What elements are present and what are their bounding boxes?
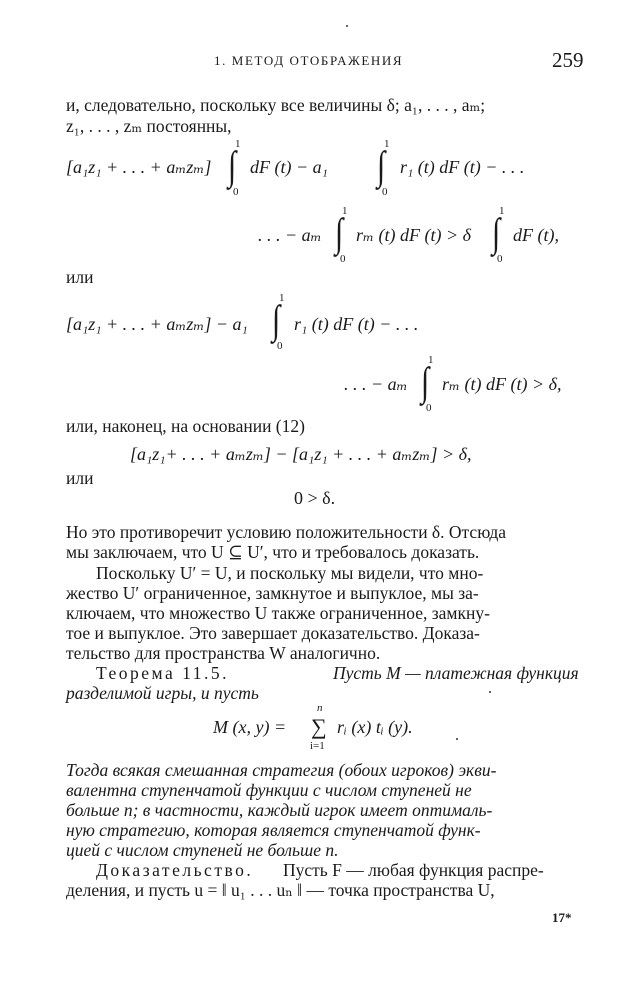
print-speck: [489, 691, 491, 693]
equation-2a-prefix: [a₁z₁ + . . . + aₘzₘ] − a₁: [66, 314, 248, 334]
print-speck: [456, 738, 458, 740]
page-number: 259: [552, 48, 584, 72]
text-line: жество U′ ограниченное, замкнутое и выпуклое, мы за-: [66, 583, 479, 603]
text-or: или: [66, 267, 94, 287]
text-line: или, наконец, на основании (12): [66, 416, 305, 436]
integral-sign: 1 ∫ 0: [272, 292, 285, 352]
integral-sign: 1 ∫ 0: [377, 138, 390, 198]
print-speck: [346, 25, 348, 27]
text-line: деления, и пусть u = ‖ u₁ . . . uₙ ‖ — точка пространства U,: [66, 880, 495, 900]
equation-5-rhs: rᵢ (x) tᵢ (y).: [337, 717, 413, 737]
text-line: тельство для пространства W аналогично.: [66, 643, 381, 663]
equation-2a-part: r₁ (t) dF (t) − . . .: [294, 314, 419, 334]
theorem-text: разделимой игры, и пусть: [66, 683, 259, 703]
equation-3: [a₁z₁+ . . . + aₘzₘ] − [a₁z₁ + . . . + aₘzₘ] > δ,: [130, 444, 472, 464]
integral-sign: 1 ∫ 0: [228, 138, 241, 198]
integral-sign: 1 ∫ 0: [421, 354, 434, 414]
equation-1a-part1: dF (t) − a₁: [250, 157, 328, 177]
proof-label: Доказательство.: [96, 860, 254, 880]
statement-line: ную стратегию, которая является ступенчатой функ-: [66, 820, 481, 840]
integral-sign: 1 ∫ 0: [335, 205, 348, 265]
statement-line: валентна ступенчатой функции с числом ступеней не: [66, 780, 472, 800]
text-line: мы заключаем, что U ⊆ U′, что и требовалось доказать.: [66, 542, 480, 562]
statement-line: больше n; в частности, каждый игрок имеет оптималь-: [66, 800, 493, 820]
text-line: Пусть F — любая функция распре-: [283, 860, 544, 880]
equation-1a-part2: r₁ (t) dF (t) − . . .: [400, 157, 525, 177]
text-line: z₁, . . . , zₘ постоянны,: [66, 116, 232, 136]
statement-line: Тогда всякая смешанная стратегия (обоих игроков) экви-: [66, 760, 497, 780]
integral-sign: 1 ∫ 0: [492, 205, 505, 265]
text-line: Поскольку U′ = U, и поскольку мы видели, что мно-: [96, 563, 484, 583]
equation-5-lhs: M (x, y) =: [213, 717, 287, 737]
sheet-signature: 17*: [552, 910, 572, 925]
text-line: Но это противоречит условию положительности δ. Отсюда: [66, 522, 507, 542]
theorem-label: Теорема 11.5.: [96, 663, 230, 683]
equation-1b-prefix: . . . − aₘ: [258, 225, 322, 245]
equation-2b-prefix: . . . − aₘ: [344, 374, 408, 394]
text-line: ключаем, что множество U также ограниченное, замкну-: [66, 603, 490, 623]
statement-line: цией с числом ступеней не больше n.: [66, 840, 339, 860]
text-line: тое и выпуклое. Это завершает доказательство. Доказа-: [66, 623, 480, 643]
equation-1a-prefix: [a₁z₁ + . . . + aₘzₘ]: [66, 157, 212, 177]
theorem-text: Пусть M — платежная функция: [333, 663, 579, 683]
equation-1b-part2: dF (t),: [513, 225, 559, 245]
text-or: или: [66, 468, 94, 488]
sum-sign: n ∑ i=1: [310, 702, 327, 752]
equation-4: 0 > δ.: [294, 488, 336, 508]
running-title: 1. МЕТОД ОТОБРАЖЕНИЯ: [214, 53, 404, 68]
equation-2b-part: rₘ (t) dF (t) > δ,: [442, 374, 562, 394]
text-line: и, следовательно, поскольку все величины δ; a₁, . . . , aₘ;: [66, 95, 486, 115]
equation-1b-part1: rₘ (t) dF (t) > δ: [356, 225, 472, 245]
